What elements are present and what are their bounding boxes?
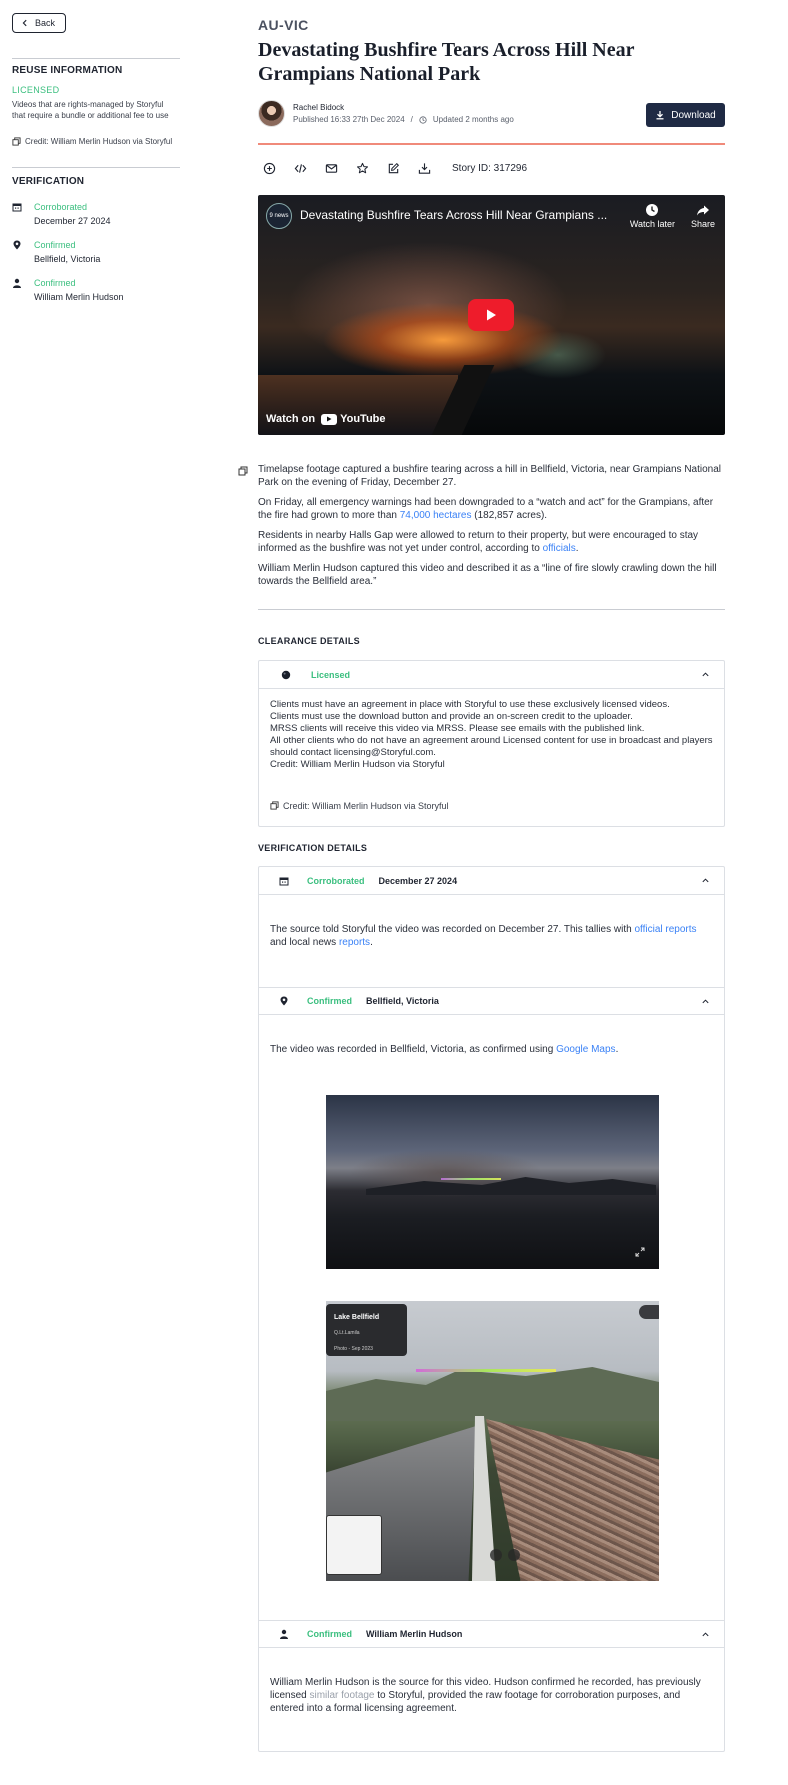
ridge-trace-overlay xyxy=(441,1178,501,1180)
back-button[interactable] xyxy=(12,13,66,33)
clearance-status: Licensed xyxy=(311,669,351,680)
clearance-line: Credit: William Merlin Hudson via Storyful xyxy=(270,759,445,770)
separator: / xyxy=(410,114,413,124)
chevron-up-icon[interactable] xyxy=(701,997,710,1006)
streetview-info-card xyxy=(326,1304,407,1356)
divider xyxy=(12,58,180,59)
verification-value: William Merlin Hudson xyxy=(34,292,124,302)
publish-info xyxy=(293,114,514,126)
download-button[interactable] xyxy=(646,103,725,127)
description-paragraph xyxy=(258,496,725,522)
chevron-up-icon[interactable] xyxy=(701,1630,710,1639)
similar-footage-link[interactable]: similar footage xyxy=(309,1690,375,1701)
date-verification-body xyxy=(259,895,724,987)
page-title: Devastating Bushfire Tears Across Hill Near Grampians National Park xyxy=(258,39,635,85)
youtube-wordmark: YouTube xyxy=(340,413,386,425)
video-still-image xyxy=(326,1095,659,1269)
text: (182,857 acres). xyxy=(471,510,548,521)
star-icon xyxy=(356,162,369,175)
favorite-button[interactable] xyxy=(355,161,369,175)
arrow-left-icon[interactable] xyxy=(490,1549,502,1561)
author-name: Rachel Bidock xyxy=(293,102,345,112)
share-icon xyxy=(696,203,710,217)
description-paragraph: William Merlin Hudson captured this video and described it as a “line of fire slowly crawling down the hill towards the Bellfield area.” xyxy=(258,563,717,587)
credit-text: Credit: William Merlin Hudson via Storyful xyxy=(25,137,173,146)
copy-icon[interactable] xyxy=(12,137,21,146)
verification-value: Bellfield, Victoria xyxy=(34,254,101,264)
verification-value: December 27 2024 xyxy=(34,216,111,226)
license-dot-icon xyxy=(281,670,291,680)
video-title[interactable]: Devastating Bushfire Tears Across Hill Near Grampians ... xyxy=(300,208,608,222)
video-player[interactable] xyxy=(258,195,725,435)
byline xyxy=(258,100,514,127)
license-description: Videos that are rights-managed by Storyful that require a bundle or additional fee to use xyxy=(12,100,169,120)
verification-source xyxy=(12,276,180,304)
verification-date xyxy=(12,200,180,228)
text: William Merlin Hudson is the source for this video. Hudson confirmed he recorded, has previously licensed xyxy=(270,1677,701,1701)
clearance-body xyxy=(259,689,724,823)
youtube-logo xyxy=(321,413,385,425)
share-label: Share xyxy=(690,219,715,229)
copy-icon[interactable] xyxy=(238,466,248,476)
copy-icon[interactable] xyxy=(270,801,279,810)
watch-later-button[interactable] xyxy=(630,203,675,229)
edit-button[interactable] xyxy=(386,161,400,175)
reports-link[interactable]: reports xyxy=(338,937,371,948)
location-verification-header[interactable] xyxy=(259,987,724,1015)
source-verification-body xyxy=(259,1648,724,1725)
text: Residents in nearby Halls Gap were allowed to return to their property, but were encouraged to stay informed as the bushfire was not yet under control, according to xyxy=(258,530,699,554)
verification-status: Confirmed xyxy=(34,278,76,288)
text: The source told Storyful the video was recorded on December 27. This tallies with xyxy=(270,924,635,935)
region-tag: AU-VIC xyxy=(258,17,309,33)
clearance-line: Clients must use the download button and provide an on-screen credit to the uploader. xyxy=(270,711,633,722)
divider xyxy=(12,167,180,168)
text: The video was recorded in Bellfield, Victoria, as confirmed using xyxy=(270,1044,557,1055)
save-download-button[interactable] xyxy=(417,161,431,175)
play-icon xyxy=(484,308,498,322)
play-button[interactable] xyxy=(468,299,514,331)
google-streetview-image xyxy=(326,1301,659,1581)
header-divider xyxy=(258,143,725,145)
google-maps-link[interactable]: Google Maps xyxy=(556,1044,616,1055)
license-tag: LICENSED xyxy=(12,85,60,95)
ridge-trace-overlay xyxy=(416,1369,556,1372)
chevron-up-icon[interactable] xyxy=(701,876,710,885)
reuse-sidebar xyxy=(12,13,180,304)
verification-details-title: VERIFICATION DETAILS xyxy=(258,843,368,853)
place-name: Lake Bellfield xyxy=(334,1314,380,1321)
verification-status: Confirmed xyxy=(307,1629,352,1639)
credit-line xyxy=(12,135,180,149)
download-icon xyxy=(655,110,665,120)
chevron-up-icon[interactable] xyxy=(701,670,710,679)
channel-logo[interactable]: 9 news xyxy=(266,203,292,229)
verification-location xyxy=(12,238,180,266)
envelope-icon xyxy=(325,162,338,175)
clearance-title: CLEARANCE DETAILS xyxy=(258,636,360,646)
watch-on-label: Watch on xyxy=(266,413,316,425)
back-label: Back xyxy=(35,18,56,28)
plus-circle-icon xyxy=(263,162,276,175)
clearance-line: All other clients who do not have an agreement around Licensed content for use in broadcast and players should contact licensing@Storyful.com. xyxy=(270,735,713,758)
verification-value: Bellfield, Victoria xyxy=(366,996,439,1006)
chevron-left-icon xyxy=(21,19,29,27)
clock-icon xyxy=(645,203,659,217)
clearance-line: Clients must have an agreement in place with Storyful to use these exclusively licensed videos. xyxy=(270,699,670,710)
verification-details-card xyxy=(258,866,725,1752)
verification-title: VERIFICATION xyxy=(12,176,85,187)
text: and local news xyxy=(270,937,339,948)
text: . xyxy=(615,1044,619,1055)
play-icon xyxy=(326,416,332,422)
calendar-icon xyxy=(279,876,289,886)
avatar xyxy=(258,100,285,127)
credit-text: Credit: William Merlin Hudson via Storyful xyxy=(283,801,449,811)
story-description xyxy=(258,463,725,595)
reuse-title: REUSE INFORMATION xyxy=(12,65,123,76)
tray-download-icon xyxy=(418,162,431,175)
verification-value: December 27 2024 xyxy=(378,875,458,886)
minimap-inset[interactable] xyxy=(326,1515,382,1575)
location-pin-icon xyxy=(279,996,289,1006)
expand-icon[interactable] xyxy=(635,1247,645,1257)
watch-later-label: Watch later xyxy=(629,219,675,229)
text: . xyxy=(575,543,579,554)
location-pin-icon xyxy=(12,240,22,250)
watch-on-youtube-link[interactable] xyxy=(266,413,386,425)
text: to Storyful, provided the raw footage for corroboration purposes, and entered into a formal licensing agreement. xyxy=(270,1690,681,1714)
verification-status: Corroborated xyxy=(307,875,365,886)
download-label: Download xyxy=(671,109,716,121)
divider xyxy=(258,609,725,610)
share-button[interactable] xyxy=(691,203,715,229)
location-verification-body xyxy=(259,1015,724,1620)
arrow-right-icon[interactable] xyxy=(508,1549,520,1561)
date-verification-header[interactable] xyxy=(259,867,724,895)
text: On Friday, all emergency warnings had been downgraded to a “watch and act” for the Grampians, after the fire had grown to more than xyxy=(258,497,714,521)
verification-status: Confirmed xyxy=(307,996,352,1006)
contributor-name: Q.Lt.Lamila xyxy=(334,1330,360,1336)
video-frame-lake xyxy=(258,375,458,435)
person-icon xyxy=(279,1629,289,1639)
story-toolbar xyxy=(262,161,527,175)
description-paragraph xyxy=(258,529,725,555)
clearance-card xyxy=(258,660,725,827)
officials-link[interactable]: officials xyxy=(542,543,576,554)
email-button[interactable] xyxy=(324,161,338,175)
story-id: Story ID: 317296 xyxy=(452,162,528,174)
official-reports-link[interactable]: official reports xyxy=(634,924,697,935)
add-to-collection-button[interactable] xyxy=(262,161,276,175)
verification-value: William Merlin Hudson xyxy=(366,1629,463,1639)
clearance-header[interactable] xyxy=(259,661,724,689)
clearance-line: MRSS clients will receive this video via MRSS. Please see emails with the published link. xyxy=(270,723,645,734)
photo-date: Photo - Sep 2023 xyxy=(334,1346,373,1352)
streetview-nav xyxy=(490,1549,520,1561)
clearance-credit xyxy=(270,799,713,813)
verification-status: Corroborated xyxy=(34,202,88,212)
published-date: Published 16:33 27th Dec 2024 xyxy=(293,114,405,124)
verification-status: Confirmed xyxy=(34,240,76,250)
code-icon xyxy=(294,162,307,175)
source-verification-header[interactable] xyxy=(259,1620,724,1648)
hectares-link[interactable]: 74,000 hectares xyxy=(399,510,472,521)
person-icon xyxy=(12,278,22,288)
description-paragraph: Timelapse footage captured a bushfire tearing across a hill in Bellfield, Victoria, near Grampians National Park on the evening of Friday, December 27. xyxy=(258,464,722,488)
calendar-icon xyxy=(12,202,22,212)
updated-date: Updated 2 months ago xyxy=(432,114,514,124)
text: . xyxy=(370,937,373,948)
mountain-ridge xyxy=(366,1175,656,1195)
clock-icon xyxy=(419,116,427,124)
embed-button[interactable] xyxy=(293,161,307,175)
edit-icon xyxy=(387,162,400,175)
share-button[interactable] xyxy=(639,1305,659,1319)
